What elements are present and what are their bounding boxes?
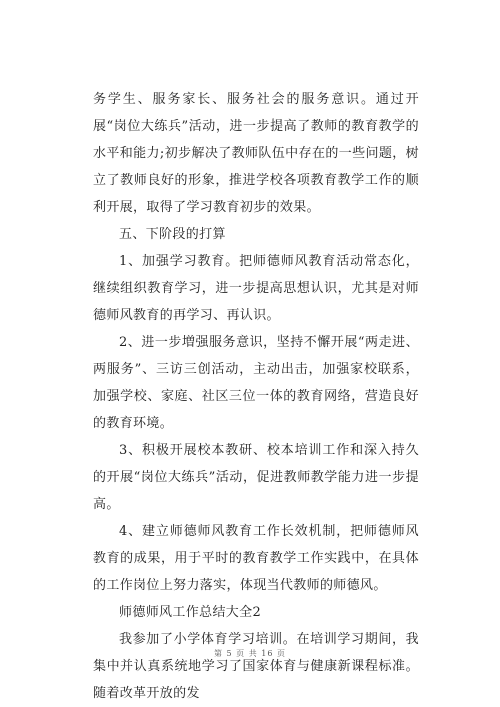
page-number-footer: 第 5 页 共 16 页	[214, 649, 286, 658]
document-body	[93, 86, 419, 707]
document-title: 师德师风工作总结大全2	[119, 605, 262, 620]
section-heading: 五、下阶段的打算	[119, 227, 226, 242]
paragraph-continuation: 务学生、服务家长、服务社会的服务意识。通过开展“岗位大练兵”活动，进一步提高了教师的教育教学的水平和能力;初步解决了教师队伍中存在的一些问题，树立了教师良好的形象，推进学校各项教育教学工作的顺利开展，取得了学习教育初步的效果。	[93, 92, 419, 215]
paragraph-item-2: 2、进一步増强服务意识，坚持不懈开展“两走进、两服务”、三访三创活动，主动出击，加强家校联系，加强学校、家庭、社区三位一体的教育网络，营造良好的教育环境。	[93, 335, 419, 431]
paragraph-item-3: 3、积极开展校本教研、校本培训工作和深入持久的开展“岗位大练兵”活动，促进教师教学能力进一步提高。	[93, 443, 419, 512]
paragraph-intro: 我参加了小学体育学习培训。在培训学习期间，我集中并认真系统地学习了国家体育与健康新课程标准。随着改革开放的发	[93, 632, 419, 701]
paragraph-item-4: 4、建立师德师风教育工作长效机制，把师德师风教育的成果，用于平时的教育教学工作实践中，在具体的工作岗位上努力落实，体现当代教师的师德风。	[93, 524, 419, 593]
paragraph-item-1: 1、加强学习教育。把师德师风教育活动常态化，继续组织教育学习，进一步提高思想认识，尤其是对师德师风教育的再学习、再认识。	[93, 254, 419, 323]
